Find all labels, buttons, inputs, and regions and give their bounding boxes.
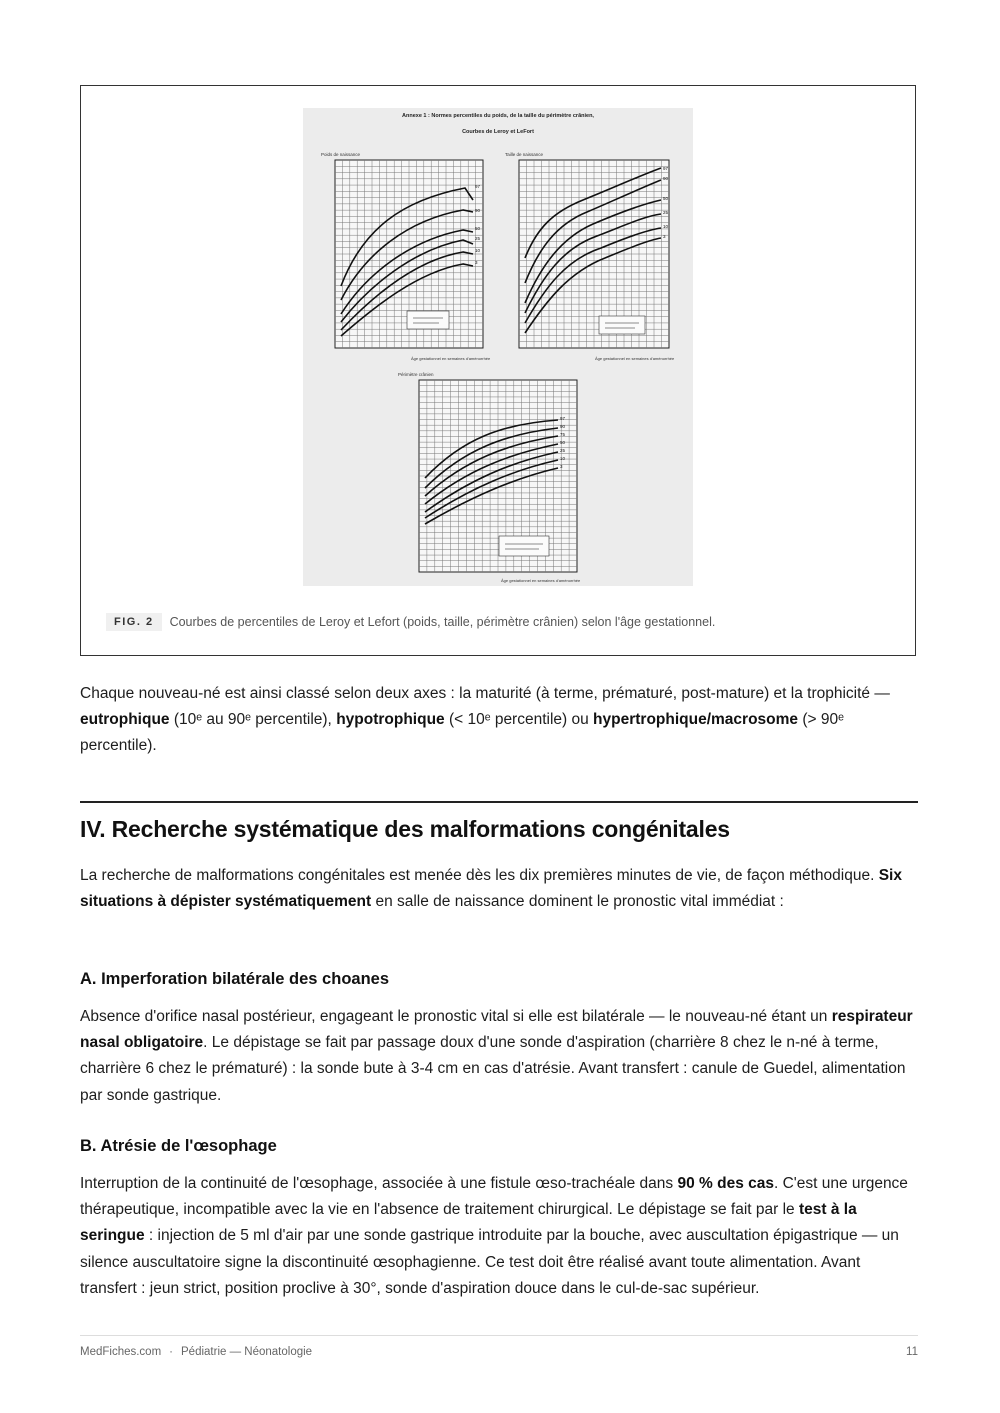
length-chart	[519, 160, 669, 348]
sub-a-text-1: Absence d'orifice nasal postérieur, engageant le pronostic vital si elle est bilatérale — le nouveau-né étant un	[80, 1008, 832, 1025]
length-label-p97: 97	[663, 166, 669, 171]
subsection-a-title: A. Imperforation bilatérale des choanes	[80, 970, 390, 988]
subsection-a-paragraph	[80, 1004, 920, 1109]
percentile-charts-image	[303, 108, 693, 586]
lead-text-2: en salle de naissance dominent le pronostic vital immédiat :	[371, 893, 784, 911]
head-label-p25: 25	[560, 448, 566, 453]
sub-b-bold-2: test à la seringue	[80, 1201, 857, 1245]
intro-bold-hypertrophique: hypertrophique/macrosome	[593, 711, 799, 729]
weight-chart	[335, 160, 483, 348]
lead-bold: Six situations à dépister systématiquement	[80, 867, 902, 911]
weight-label-p3: 3	[475, 260, 478, 265]
length-label-p90: 90	[663, 176, 669, 181]
weight-label-p50: 50	[475, 226, 481, 231]
weight-label-p90: 90	[475, 208, 481, 213]
footer-divider	[80, 1335, 918, 1336]
head-label-p10: 10	[560, 456, 566, 461]
weight-legend-box	[407, 311, 449, 329]
intro-bold-eutrophique: eutrophique	[80, 711, 170, 729]
weight-label-p97: 97	[475, 184, 481, 189]
subsection-b-paragraph	[80, 1171, 920, 1302]
sub-b-text-3: : injection de 5 ml d'air par une sonde gastrique introduite par la bouche, avec auscultation épigastrique — un silence auscultatoire signe la discontinuité œsophagienne. Ce test doit être réalisé avant toute alimentation. Avant transfert : jeun strict, position proclive à 30°, sonde d'aspiration douce dans le cul-de-sac supérieur.	[80, 1227, 899, 1297]
head-chart-header: Périmètre crânien	[398, 372, 434, 377]
head-label-p3: 3	[560, 464, 563, 469]
sub-b-text-2: . C'est une urgence thérapeutique, incompatible avec la vie en l'absence de traitement chirurgical. Le dépistage se fait par le	[80, 1175, 908, 1219]
intro-bold-hypotrophique: hypotrophique	[336, 711, 445, 729]
head-chart	[419, 380, 577, 572]
classification-paragraph	[80, 681, 920, 760]
length-label-p25: 25	[663, 210, 669, 215]
head-label-p97: 97	[560, 416, 566, 421]
figure-caption-row	[106, 613, 715, 631]
lead-text-1: La recherche de malformations congénitales est menée dès les dix premières minutes de vie, de façon méthodique.	[80, 867, 879, 884]
length-label-p3: 3	[663, 234, 666, 239]
section-divider	[80, 801, 918, 803]
figure-box	[80, 85, 916, 656]
intro-text-3: (< 10ᵉ percentile) ou	[444, 711, 594, 729]
length-x-caption: Âge gestationnel en semaines d'aménorrhée	[595, 356, 675, 361]
intro-text-4: (> 90ᵉ percentile).	[80, 711, 844, 755]
head-label-p75: 75	[560, 432, 566, 437]
weight-label-p25: 25	[475, 236, 481, 241]
sub-a-bold: respirateur nasal obligatoire	[80, 1008, 913, 1052]
section-lead-paragraph	[80, 863, 920, 915]
length-label-p50: 50	[663, 196, 669, 201]
length-chart-header: Taille de naissance	[505, 152, 544, 157]
weight-chart-header: Poids de naissance	[321, 152, 361, 157]
page-footer	[80, 1346, 918, 1358]
scan-title-line1: Annexe 1 : Normes percentiles du poids, de la taille du périmètre crânien,	[402, 113, 594, 119]
intro-text-1: Chaque nouveau-né est ainsi classé selon deux axes : la maturité (à terme, prématuré, post-mature) et la trophicité —	[80, 685, 890, 702]
sub-a-text-2: . Le dépistage se fait par passage doux d'une sonde d'aspiration (charrière 8 chez le n-né à terme, charrière 6 chez le prématuré) : la sonde bute à 3-4 cm en cas d'atrésie. Avant transfert : canule de Guedel, alimentation par sonde gastrique.	[80, 1034, 906, 1104]
sub-b-text-1: Interruption de la continuité de l'œsophage, associée à une fistule œso-trachéale dans	[80, 1175, 678, 1192]
sub-b-bold-1: 90 % des cas	[677, 1175, 774, 1192]
figure-caption: Courbes de percentiles de Leroy et Lefort (poids, taille, périmètre crânien) selon l'âge gestationnel.	[169, 615, 716, 629]
intro-text-2: (10ᵉ au 90ᵉ percentile),	[169, 711, 337, 729]
footer-separator: ·	[169, 1346, 174, 1358]
head-label-p50: 50	[560, 440, 566, 445]
page-number: 11	[906, 1346, 918, 1358]
scan-title-line2: Courbes de Leroy et LeFort	[462, 129, 534, 135]
head-label-p90: 90	[560, 424, 566, 429]
head-legend-box	[499, 536, 549, 556]
footer-site: MedFiches.com	[80, 1346, 162, 1358]
head-x-caption: Âge gestationnel en semaines d'aménorrhée	[501, 578, 581, 583]
section-title: IV. Recherche systématique des malformations congénitales	[80, 816, 730, 842]
length-label-p10: 10	[663, 224, 669, 229]
weight-label-p10: 10	[475, 248, 481, 253]
footer-section: Pédiatrie — Néonatologie	[181, 1346, 313, 1358]
subsection-b-title: B. Atrésie de l'œsophage	[80, 1137, 277, 1155]
weight-x-caption: Âge gestationnel en semaines d'aménorrhée	[411, 356, 491, 361]
length-legend-box	[599, 316, 645, 334]
percentile-charts-scan	[303, 108, 693, 586]
figure-tag: FIG. 2	[106, 613, 162, 631]
